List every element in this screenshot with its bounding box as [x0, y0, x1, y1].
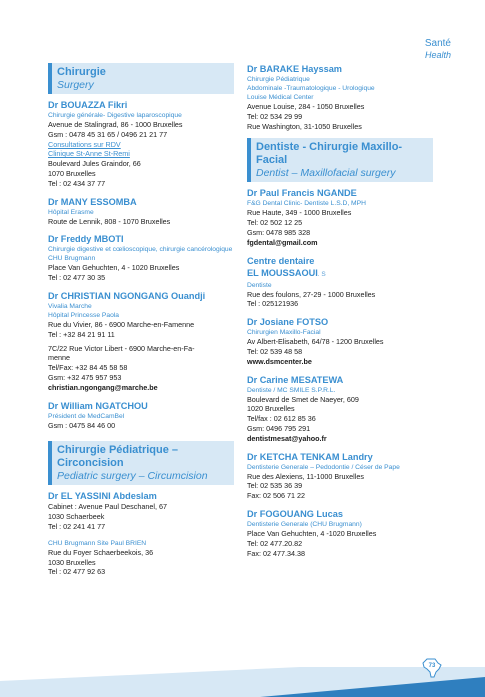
doctor-name: Dr BARAKE Hayssam	[247, 64, 342, 74]
doctor-entry	[247, 451, 433, 501]
doctor-name: Dr CHRISTIAN NGONGANG Ouandji	[48, 290, 206, 301]
specialty-text: Vivalia Marche	[48, 302, 92, 310]
contact-line: Cabinet : Avenue Paul Deschanel, 67	[48, 502, 167, 512]
specialty-text: Chirurgie Pédiatrique	[247, 76, 310, 83]
contact-line: Gsm: +32 475 957 953	[48, 372, 122, 382]
category-fr: Santé	[424, 38, 451, 49]
contact-line: Place Van Gehuchten, 4 - 1020 Bruxelles	[48, 263, 180, 273]
specialty-text: Chirurgie générale- Digestive laparoscopique	[48, 112, 182, 119]
specialty-text: Dentiste	[247, 281, 272, 289]
doctor-entry	[247, 255, 433, 310]
contact-line: Tel: 02 477.20.82	[247, 538, 303, 548]
right-column	[247, 63, 433, 565]
contact-line: Gsm: 0496 795 291	[247, 423, 311, 433]
specialty-text: Chirurgie digestive et cœlioscopique, chirurgie cancérologique	[48, 246, 233, 254]
doctor-name: Dr William NGATCHOU	[48, 400, 148, 411]
contact-line: 1030 Schaerbeek	[48, 512, 105, 522]
contact-line: Tel: 02 502 12 25	[247, 218, 303, 228]
contact-link[interactable]: Clinique St-Anne St-Remi	[48, 149, 130, 159]
contact-line: Rue des Alexiens, 11-1000 Bruxelles	[247, 471, 364, 481]
section-title: Chirurgie	[57, 66, 106, 78]
contact-email: fgdental@gmail.com	[247, 237, 318, 247]
contact-line: 1070 Bruxelles	[48, 168, 96, 178]
contact-line: Tel: 02 539 48 58	[247, 346, 303, 356]
contact-line: Tel : 02 434 37 77	[48, 178, 106, 188]
contact-line: Boulevard Jules Graindor, 66	[48, 159, 141, 169]
contact-line: Rue du Foyer Schaerbeekois, 36	[48, 547, 154, 557]
specialty-text: Dentiste / MC SMILE S.P.R.L.	[247, 386, 336, 394]
contact-line: Gsm: 0478 985 328	[247, 227, 311, 237]
contact-line: Rue des foulons, 27-29 - 1000 Bruxelles	[247, 289, 376, 299]
doctor-entry	[247, 316, 433, 366]
contact-line: Place Van Gehuchten, 4 -1020 Bruxelles	[247, 528, 377, 538]
contact-line: Tel/Fax: +32 84 45 58 58	[48, 363, 128, 373]
page-number: 73	[428, 663, 436, 669]
contact-line: Tel : 025121936	[247, 299, 299, 309]
doctor-entry	[48, 233, 234, 283]
contact-line: Tel : 02 241 41 77	[48, 521, 106, 531]
footer-band	[0, 667, 485, 697]
specialty-text: CHU Brugmann Site Paul BRIEN	[48, 539, 147, 547]
page-badge	[421, 657, 443, 679]
contact-line: 1020 Bruxelles	[247, 404, 295, 414]
doctor-entry	[247, 374, 433, 444]
left-column	[48, 63, 234, 584]
category-en: Health	[424, 50, 451, 60]
doctor-name: Dr Carine MESATEWA	[247, 374, 344, 385]
section-header	[247, 138, 433, 182]
specialty-text: Président de MedCamBel	[48, 412, 125, 420]
doctor-name-main: EL MOUSSAOUI	[247, 267, 318, 278]
specialty-text: CHU Brugmann	[48, 255, 96, 263]
contact-link[interactable]: Consultations sur RDV	[48, 139, 121, 149]
contact-line: Gsm : 0475 84 46 00	[48, 420, 116, 430]
section-subtitle: Pediatric surgery – Circumcision	[57, 470, 208, 483]
doctor-entry	[247, 63, 433, 131]
contact-line: Fax: 02 477.34.38	[247, 548, 305, 558]
doctor-name-line2	[247, 267, 433, 281]
specialty-text: F&G Dental Clinic- Dentiste L.S.D, MPH	[247, 200, 366, 208]
contact-line: Boulevard de Smet de Naeyer, 609	[247, 394, 359, 404]
contact-line: Tel: 02 534 29 99	[247, 111, 303, 121]
doctor-name: Dr FOGOUANG Lucas	[247, 508, 343, 519]
section-header	[48, 441, 234, 485]
contact-email: christian.ngongang@marche.be	[48, 382, 158, 392]
doctor-entry	[48, 290, 234, 393]
contact-line: Rue Washington, 31-1050 Bruxelles	[247, 121, 362, 131]
specialty-text: Hôpital Princesse Paola	[48, 311, 119, 319]
contact-line: 1030 Bruxelles	[48, 557, 96, 567]
doctor-name: Dr BOUAZZA Fikri	[48, 100, 128, 110]
specialty-text: Louise Médical Center	[247, 94, 314, 101]
contact-line: Av Albert-Elisabeth, 64/78 - 1200 Bruxelles	[247, 337, 384, 347]
contact-email: dentistmesat@yahoo.fr	[247, 433, 327, 443]
page-category	[425, 38, 451, 61]
doctor-name: Dr EL YASSINI Abdeslam	[48, 491, 157, 502]
contact-line: Tel/fax : 02 612 85 36	[247, 414, 316, 424]
doctor-entry	[48, 99, 234, 189]
section-header	[48, 63, 234, 94]
doctor-entry	[48, 490, 234, 531]
doctor-name: Dr Freddy MBOTI	[48, 234, 124, 245]
contact-line: Route de Lennik, 808 - 1070 Bruxelles	[48, 216, 171, 226]
specialty-text: Abdominale -Traumatologique - Urologique	[247, 85, 375, 92]
doctor-name: Centre dentaire	[247, 255, 315, 266]
contact-line: Tel: 02 535 36 39	[247, 481, 303, 491]
doctor-entry	[48, 196, 234, 227]
section-title: Chirurgie Pédiatrique – Circoncision	[57, 444, 179, 470]
specialty-text: Dentisterie Generale (CHU Brugmann)	[247, 520, 362, 528]
doctor-name: Dr MANY ESSOMBA	[48, 196, 137, 207]
contact-line: Avenue Louise, 284 - 1050 Bruxelles	[247, 102, 365, 111]
specialty-text: Chirurgien Maxillo-Facial	[247, 329, 321, 337]
contact-line: Tel : 02 477 92 63	[48, 567, 106, 577]
section-subtitle: Surgery	[57, 79, 94, 91]
doctor-entry	[48, 539, 234, 577]
contact-line: Fax: 02 506 71 22	[247, 491, 305, 501]
contact-line: menne	[48, 353, 70, 363]
section-subtitle: Dentist – Maxillofacial surgery	[256, 167, 396, 180]
doctor-name: Dr Josiane FOTSO	[247, 317, 329, 328]
contact-line: Avenue de Stalingrad, 86 - 1000 Bruxelles	[48, 120, 183, 129]
contact-line: Gsm : 0478 45 31 65 / 0496 21 21 77	[48, 129, 168, 139]
contact-line: Rue du Vivier, 86 - 6900 Marche-en-Famenne	[48, 319, 195, 329]
doctor-entry	[247, 187, 433, 247]
doctor-name-suffix: . S	[317, 270, 326, 278]
contact-email: www.dsmcenter.be	[247, 356, 312, 366]
specialty-text: Dentisterie Generale – Pedodontie / Céser de Pape	[247, 463, 400, 471]
doctor-entry	[48, 400, 234, 431]
specialty-text: Hôpital Erasme	[48, 208, 94, 216]
doctor-name: Dr KETCHA TENKAM Landry	[247, 451, 373, 462]
contact-line: Rue Haute, 349 - 1000 Bruxelles	[247, 208, 352, 218]
doctor-name: Dr Paul Francis NGANDE	[247, 188, 357, 199]
section-title: Dentiste - Chirurgie Maxillo-Facial	[256, 141, 403, 167]
contact-line: Tel : 02 477 30 35	[48, 273, 106, 283]
contact-line: Tel : +32 84 21 91 11	[48, 329, 115, 339]
contact-line: 7C/22 Rue Victor Libert - 6900 Marche-en-Fa-	[48, 343, 195, 353]
doctor-entry	[247, 508, 433, 558]
